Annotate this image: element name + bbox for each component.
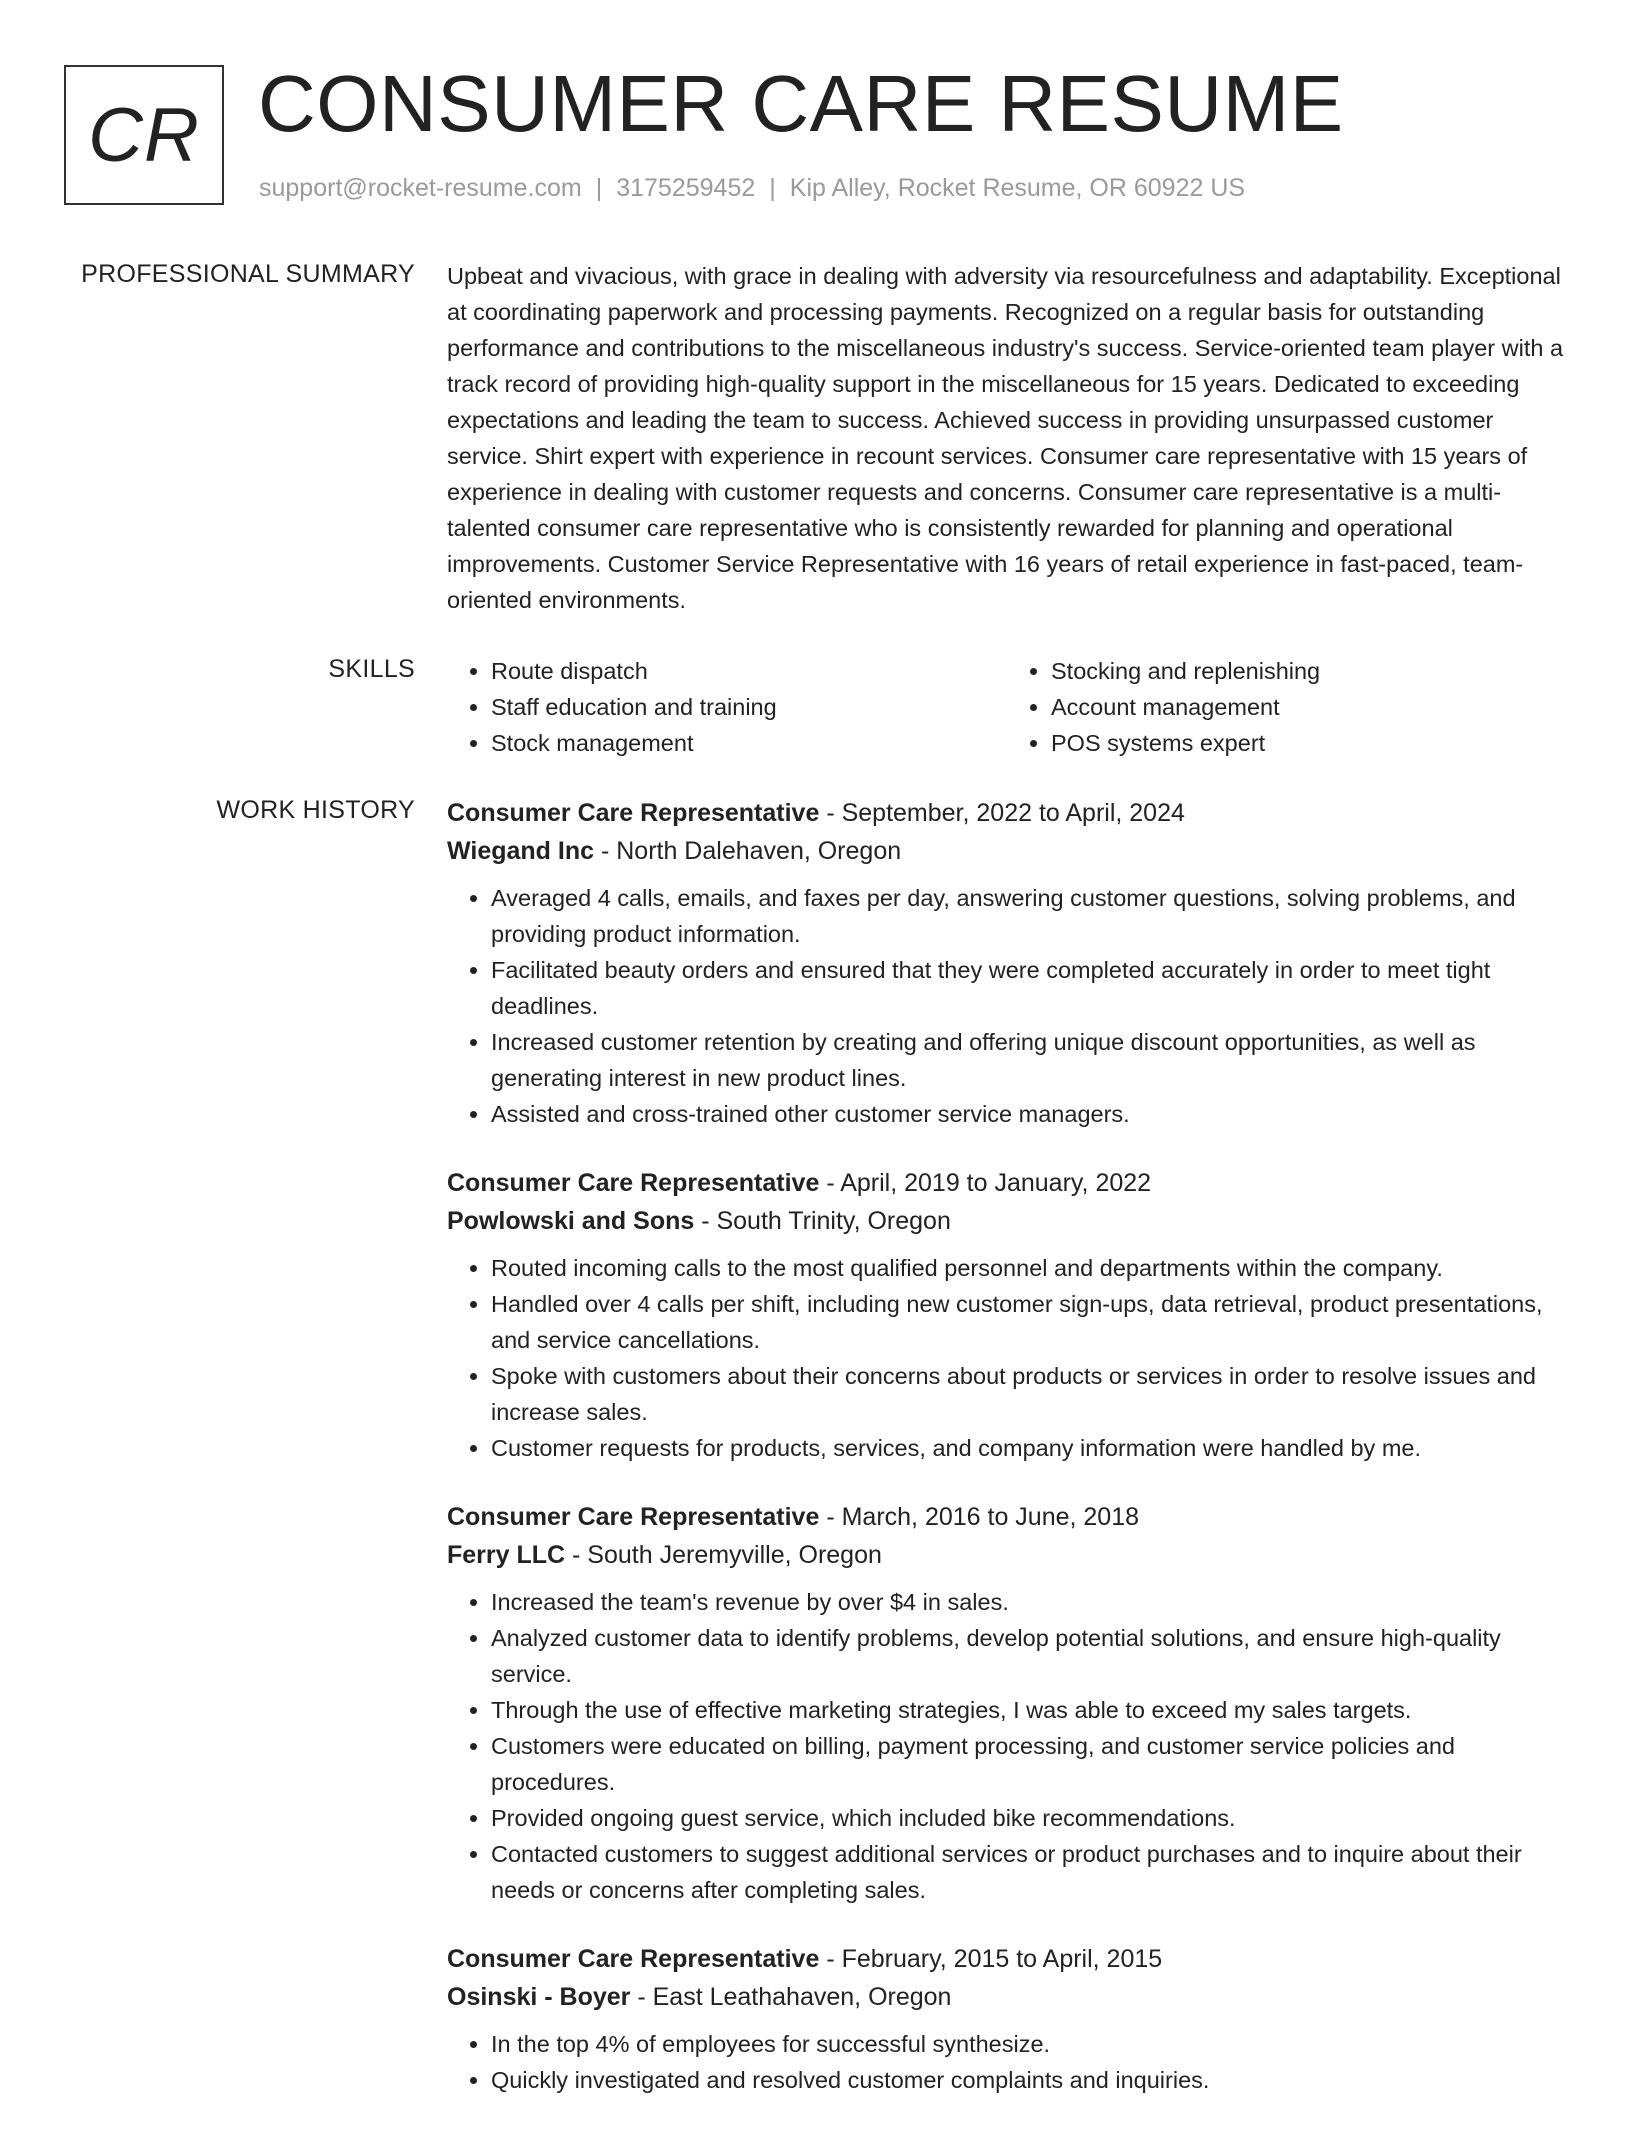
skills-list-right: [1007, 653, 1567, 761]
job-company: Wiegand Inc: [447, 837, 595, 865]
job-company-line: [447, 1536, 1567, 1574]
skills-grid: [447, 653, 1567, 761]
skills-body: [447, 653, 1567, 761]
job-bullet: • Customer requests for products, services, and company information were handled by me.: [491, 1430, 1567, 1466]
job-title-line: [447, 1940, 1567, 1978]
job-bullets: [447, 1584, 1567, 1908]
job-location: - South Jeremyville, Oregon: [565, 1541, 882, 1569]
job-title: Consumer Care Representative: [447, 1169, 820, 1197]
job-bullet: • Increased customer retention by creating and offering unique discount opportunities, as well as generating interest in new product lines.: [491, 1024, 1567, 1096]
job-bullet: • In the top 4% of employees for successful synthesize.: [491, 2026, 1567, 2062]
summary-body: [447, 258, 1567, 618]
job-entry: [447, 794, 1567, 1132]
job-title-line: [447, 1164, 1567, 1202]
skill-item: • Staff education and training: [491, 689, 1007, 725]
job-bullet: • Spoke with customers about their concerns about products or services in order to resolve issues and increase sales.: [491, 1358, 1567, 1430]
summary-text: Upbeat and vivacious, with grace in dealing with adversity via resourcefulness and adaptability. Exceptional at coordinating paperwork and processing payments. Recognized on a regular basis for outstanding performance and contributions to the miscellaneous industry's success. Service-oriented team player with a track record of providing high-quality support in the miscellaneous for 15 years. Dedicated to exceeding expectations and leading the team to success. Achieved success in providing unsurpassed customer service. Shirt expert with experience in recount services. Consumer care representative with 15 years of experience in dealing with customer requests and concerns. Consumer care representative is a multi-talented consumer care representative who is consistently rewarded for planning and operational improvements. Customer Service Representative with 16 years of retail experience in fast-paced, team-oriented environments.: [447, 263, 1564, 613]
job-bullets: [447, 880, 1567, 1132]
job-bullet: • Increased the team's revenue by over $4 in sales.: [491, 1584, 1567, 1620]
job-company-line: [447, 1202, 1567, 1240]
job-dates: - September, 2022 to April, 2024: [819, 799, 1185, 827]
job-dates: - April, 2019 to January, 2022: [819, 1169, 1152, 1197]
contact-line: [259, 174, 1245, 203]
monogram-logo: CR: [64, 65, 224, 205]
contact-email[interactable]: support@rocket-resume.com: [259, 174, 582, 202]
job-entry: [447, 1940, 1567, 2098]
skills-list-left: [447, 653, 1007, 761]
job-entry: [447, 1498, 1567, 1908]
skills-heading: SKILLS: [328, 655, 415, 683]
job-bullet: • Through the use of effective marketing strategies, I was able to exceed my sales targets.: [491, 1692, 1567, 1728]
job-bullet: • Handled over 4 calls per shift, including new customer sign-ups, data retrieval, product presentations, and service cancellations.: [491, 1286, 1567, 1358]
contact-phone[interactable]: 3175259452: [616, 174, 756, 202]
job-bullet: • Quickly investigated and resolved customer complaints and inquiries.: [491, 2062, 1567, 2098]
skill-item: • Stocking and replenishing: [1051, 653, 1567, 689]
job-company: Osinski - Boyer: [447, 1983, 631, 2011]
job-location: - East Leathahaven, Oregon: [630, 1983, 952, 2011]
job-title-line: [447, 794, 1567, 832]
skill-item: • Route dispatch: [491, 653, 1007, 689]
job-location: - North Dalehaven, Oregon: [594, 837, 902, 865]
job-title: Consumer Care Representative: [447, 1503, 820, 1531]
job-bullet: • Customers were educated on billing, payment processing, and customer service policies and procedures.: [491, 1728, 1567, 1800]
job-company: Ferry LLC: [447, 1541, 566, 1569]
job-location: - South Trinity, Oregon: [694, 1207, 951, 1235]
job-dates: - March, 2016 to June, 2018: [819, 1503, 1140, 1531]
page-title: CONSUMER CARE RESUME: [258, 59, 1344, 148]
job-bullet: • Provided ongoing guest service, which included bike recommendations.: [491, 1800, 1567, 1836]
job-title: Consumer Care Representative: [447, 1945, 820, 1973]
job-title-line: [447, 1498, 1567, 1536]
contact-address: Kip Alley, Rocket Resume, OR 60922 US: [789, 174, 1246, 202]
job-bullets: [447, 1250, 1567, 1466]
contact-separator: |: [595, 174, 603, 202]
job-bullets: [447, 2026, 1567, 2098]
summary-heading: PROFESSIONAL SUMMARY: [81, 260, 415, 288]
job-bullet: • Assisted and cross-trained other customer service managers.: [491, 1096, 1567, 1132]
job-dates: - February, 2015 to April, 2015: [819, 1945, 1163, 1973]
job-entry: [447, 1164, 1567, 1466]
job-bullet: • Routed incoming calls to the most qualified personnel and departments within the company.: [491, 1250, 1567, 1286]
job-company-line: [447, 832, 1567, 870]
skill-item: • POS systems expert: [1051, 725, 1567, 761]
skill-item: • Stock management: [491, 725, 1007, 761]
work-history-heading: WORK HISTORY: [216, 796, 415, 824]
job-bullet: • Averaged 4 calls, emails, and faxes per day, answering customer questions, solving problems, and providing product information.: [491, 880, 1567, 952]
job-bullet: • Contacted customers to suggest additional services or product purchases and to inquire about their needs or concerns after completing sales.: [491, 1836, 1567, 1908]
skill-item: • Account management: [1051, 689, 1567, 725]
job-bullet: • Facilitated beauty orders and ensured that they were completed accurately in order to meet tight deadlines.: [491, 952, 1567, 1024]
job-title: Consumer Care Representative: [447, 799, 820, 827]
work-history-body: [447, 794, 1567, 2130]
job-company: Powlowski and Sons: [447, 1207, 695, 1235]
contact-separator: |: [769, 174, 776, 202]
job-bullet: • Analyzed customer data to identify problems, develop potential solutions, and ensure high-quality service.: [491, 1620, 1567, 1692]
job-company-line: [447, 1978, 1567, 2016]
